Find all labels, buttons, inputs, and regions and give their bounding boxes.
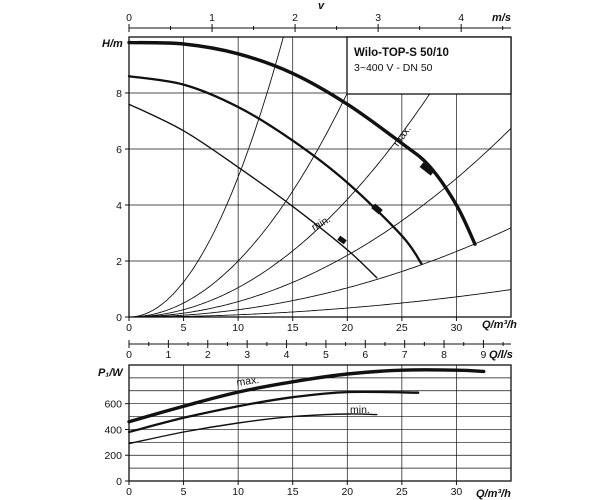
annotation-max-power: max. xyxy=(235,373,260,389)
chart-title: Wilo-TOP-S 50/10 xyxy=(354,47,449,59)
head-y-tick-label-2: 2 xyxy=(116,256,122,268)
top-axis-unit-ls: Q/l/s xyxy=(489,349,513,361)
power-chart xyxy=(98,340,513,500)
power-tick-labels xyxy=(104,340,511,498)
head-x-tick-label-30: 30 xyxy=(450,322,463,334)
top-ls-tick-label-8: 8 xyxy=(441,349,447,361)
head-x-tick-label-20: 20 xyxy=(341,322,354,334)
power-x-tick-label-25: 25 xyxy=(396,486,408,498)
x-axis-label-power: Q/m³/h xyxy=(476,488,511,500)
power-grid xyxy=(129,365,511,481)
power-y-tick-label-200: 200 xyxy=(104,450,122,463)
top-ls-tick-label-5: 5 xyxy=(322,349,329,361)
top-ls-tick-label-6: 6 xyxy=(362,349,369,361)
power-curves xyxy=(129,370,484,444)
head-chart xyxy=(102,0,517,334)
power-x-tick-label-0: 0 xyxy=(126,486,132,498)
power-y-tick-label-600: 600 xyxy=(104,398,122,411)
top-ls-tick-label-7: 7 xyxy=(401,349,408,361)
top-v-tick-label-0: 0 xyxy=(126,12,132,24)
head-y-tick-label-4: 4 xyxy=(116,200,122,212)
head-y-tick-label-6: 6 xyxy=(116,144,122,156)
top-ls-tick-label-0: 0 xyxy=(126,349,132,361)
top-ls-tick-label-9: 9 xyxy=(480,349,487,361)
head-y-tick-label-0: 0 xyxy=(116,312,122,324)
power-plot-frame xyxy=(129,365,511,481)
head-x-tick-label-0: 0 xyxy=(126,322,132,334)
power-curve-2 xyxy=(129,392,418,432)
top-v-tick-label-4: 4 xyxy=(458,12,465,24)
head-y-tick-label-8: 8 xyxy=(116,88,122,100)
system-curve-2 xyxy=(129,21,380,317)
head-x-tick-label-25: 25 xyxy=(396,322,408,334)
power-x-tick-label-20: 20 xyxy=(341,486,354,498)
x-axis-label-head: Q/m³/h xyxy=(482,319,517,331)
power-x-tick-label-15: 15 xyxy=(286,486,299,498)
head-curve-3 xyxy=(129,104,377,278)
y-axis-label-head: H/m xyxy=(102,38,123,50)
power-y-tick-label-400: 400 xyxy=(104,424,122,437)
annotation-min-head: min. xyxy=(309,213,333,234)
top-axis-unit-ms: m/s xyxy=(492,12,511,24)
y-axis-label-power: P₁/W xyxy=(98,367,123,379)
head-x-tick-label-10: 10 xyxy=(232,322,244,334)
top-v-tick-label-3: 3 xyxy=(375,12,382,24)
power-x-tick-label-10: 10 xyxy=(232,486,244,498)
head-x-tick-label-15: 15 xyxy=(286,322,299,334)
head-curve-2 xyxy=(129,76,422,264)
annotation-min-power: min. xyxy=(350,404,370,416)
top-axis-label-v: v xyxy=(318,0,325,12)
top-ls-tick-label-4: 4 xyxy=(283,349,290,361)
chart-subtitle: 3~400 V - DN 50 xyxy=(354,62,433,74)
top-v-tick-label-2: 2 xyxy=(292,12,299,24)
system-curve-5 xyxy=(129,228,511,317)
top-v-tick-label-1: 1 xyxy=(209,12,215,24)
top-ls-tick-label-2: 2 xyxy=(204,349,211,361)
power-y-tick-label-0: 0 xyxy=(116,476,122,488)
head-x-tick-label-5: 5 xyxy=(180,322,187,334)
top-ls-tick-label-3: 3 xyxy=(244,349,251,361)
annotation-max-head: max. xyxy=(390,123,414,149)
power-x-tick-label-5: 5 xyxy=(180,486,187,498)
top-ls-tick-label-1: 1 xyxy=(165,349,172,361)
power-curve-3 xyxy=(129,414,377,444)
power-x-tick-label-30: 30 xyxy=(450,486,463,498)
